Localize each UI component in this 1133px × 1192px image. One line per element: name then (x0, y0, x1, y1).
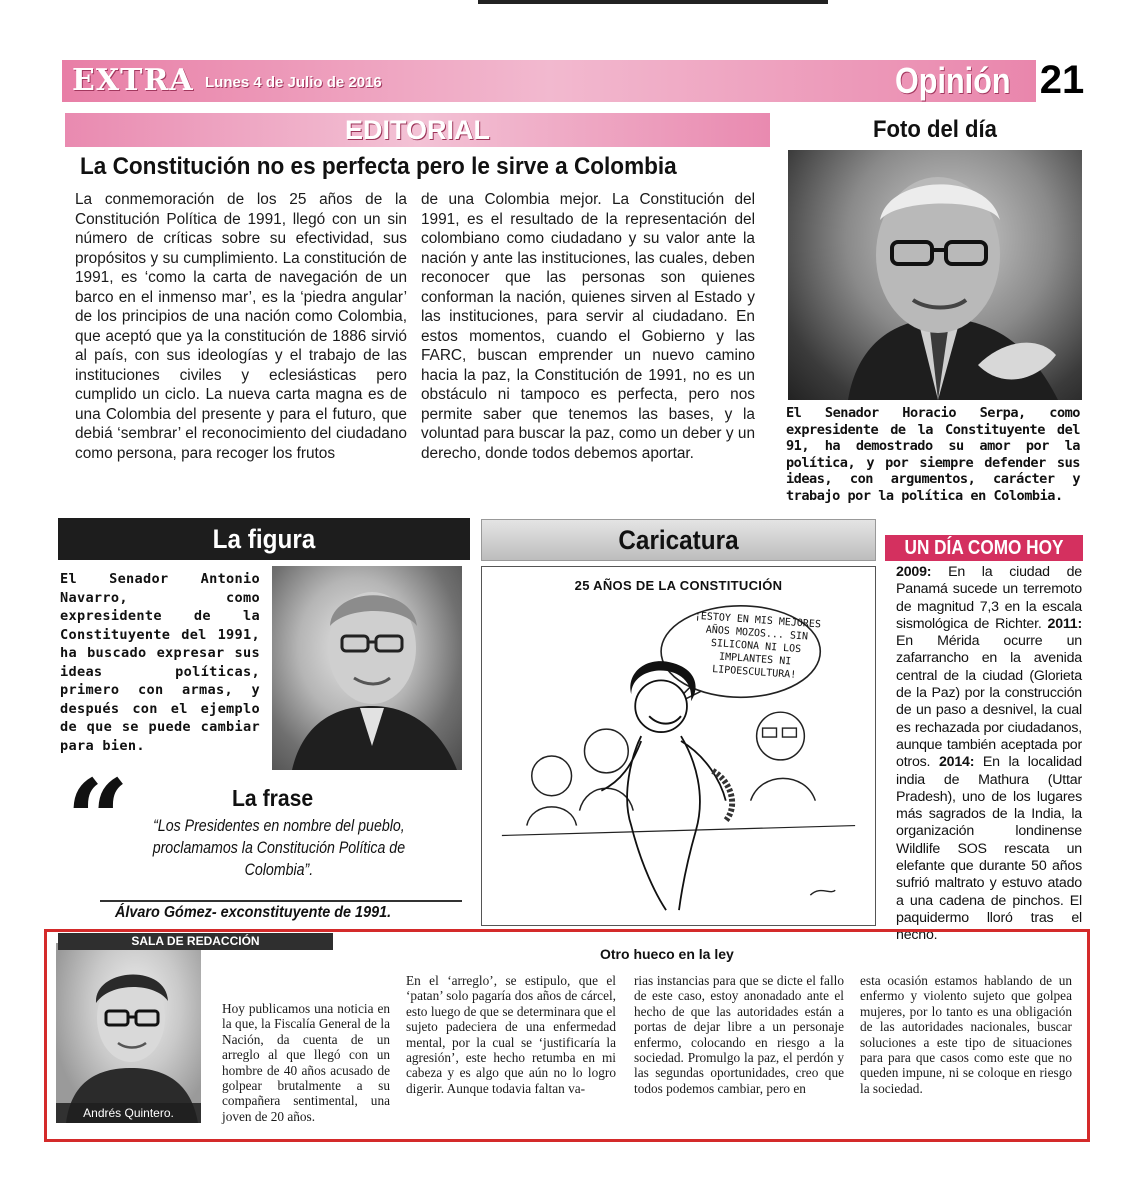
scan-mark (478, 0, 828, 4)
frase-divider (100, 900, 462, 902)
hoy-entry-text: En Mérida ocurre un zafarrancho en la avenida central de la ciudad (Glorieta de la Paz) por la construcción de un paso a desnivel, la cual es rechazada por ciudadanos, aunque también aceptada por otros. (896, 633, 1082, 771)
hoy-entry (896, 754, 1082, 943)
frase-title: La frase (232, 785, 314, 811)
hoy-entry-year: 2011: (1047, 615, 1083, 632)
hoy-entry-year: 2009: (896, 564, 932, 580)
sala-column-2: En el ‘arreglo’, se estipulo, que el ‘patan’ solo pagaría dos años de cárcel, esto luego de que se determinara que el sujeto padeciera de una enfermedad mental, por la cual se ‘justificaría la agresión’, este hecho retumba en mi cabeza y es algo que aún no lo logro digerir. Aunque todavia faltan va- (406, 973, 616, 1096)
caricatura-heading: 25 AÑOS DE LA CONSTITUCIÓN (574, 578, 783, 593)
caricatura-title: Caricatura (618, 525, 739, 555)
sala-article-title: Otro hueco en la ley (600, 946, 734, 962)
photo-of-day-title: Foto del día (873, 116, 997, 143)
editorial-label: EDITORIAL (344, 115, 490, 145)
figura-photo (272, 566, 462, 770)
editorial-title: La Constitución no es perfecta pero le sirve a Colombia (80, 153, 677, 180)
sala-column-1: Hoy publicamos una noticia en la que, la Fiscalía General de la Nación, da cuenta de un arreglo al que llegó con un hombre de 40 años acusado de golpear brutalmente a su compañera sentimental, una joven de 20 años. (222, 1001, 390, 1124)
figura-title: La figura (212, 524, 316, 554)
section-name: Opinión (895, 60, 1011, 101)
sala-de-redaccion-label: SALA DE REDACCIÓN (131, 934, 260, 948)
photo-of-day-caption: El Senador Horacio Serpa, como expresidente de la Constituyente del 91, ha demostrado su amor por la política, y por siempre defender sus ideas, con argumentos, carácter y trabajo por la política en Colombia. (786, 405, 1080, 504)
author-name: Andrés Quintero. (83, 1106, 174, 1120)
sala-column-3: rias instancias para que se dicte el fallo de este caso, estoy anonadado ante el hecho de que las autoridades están a portas de dejar libre a un personaje enfermo, colocando en riesgo a la sociedad. Promulgo la paz, el perdón y las segundas oportunidades, creo que todos podemos cambiar, pero en (634, 973, 844, 1096)
editorial-column-2: de una Colombia mejor. La Constitución del 1991, es el resultado de la representación del colombiano como ciudadano y su valor ante la nación y ante las instituciones, las cuales, deben reconocer que las personas son quienes conforman la nación, quienes sirven al Estado y las instituciones, para servir al ciudadano. En estos momentos, cuando el Gobierno y las FARC, buscan emprender un nuevo camino hacia la paz, la Constitución de 1991, no es un obstáculo ni tampoco es perfecta, pero nos permite saber que tenemos las bases, y la voluntad para buscar la paz, como un deber y un derecho, donde todos debemos aportar. (421, 191, 755, 462)
frase-author: Álvaro Gómez- exconstituyente de 1991. (115, 904, 392, 921)
frase-quote: “Los Presidentes en nombre del pueblo, proclamamos la Constitución Política de Colombia”. (152, 817, 406, 879)
figura-text: El Senador Antonio Navarro, como expresidente de la Constituyente del 1991, ha buscado expresar sus ideas políticas, primero con armas, y después con el ejemplo de que se puede cambiar para bien. (60, 571, 260, 754)
sala-column-4: esta ocasión estamos hablando de un enfermo y violento sujeto que golpea mujeres, por lo tanto es una obligación de las autoridades nacionales, buscar soluciones a este tipo de situaciones para para que casos como este que no queden impune, ni se coloque en riesgo la sociedad. (860, 973, 1072, 1096)
un-dia-como-hoy-title: UN DÍA COMO HOY (904, 537, 1064, 559)
caricatura-speech-bubble: ¡ESTOY EN MIS MEJORES AÑOS MOZOS... SIN SILICONA NI LOS IMPLANTES NI LIPOESCULTURA! (694, 610, 822, 681)
issue-date: Lunes 4 de Julio de 2016 (205, 74, 382, 91)
photo-of-day-image (788, 150, 1082, 400)
page-number: 21 (1036, 58, 1088, 102)
hoy-entry-year: 2014: (938, 754, 975, 771)
editorial-column-1: La conmemoración de los 25 años de la Constitución Política de 1991, llegó con un sin número de críticas sobre su efectividad, sus propósitos y su cumplimiento. La constitución de 1991, es ‘como la carta de navegación de un barco en el inmenso mar’, es la ‘piedra angular’ de los principios de una nación como Colombia, que aceptó que ya la constitución de 1886 sirvió al país, con sus ideologías y el trabajo de las instituciones civiles y eclesiásticas pero cumplido un ciclo. La nueva carta magna es de una Colombia del presente y para el futuro, que debiá ‘sembrar’ el reconocimiento del ciudadano como persona, para recoger los frutos (75, 191, 407, 462)
un-dia-como-hoy-list (896, 564, 1082, 945)
hoy-entry-text: En la ciudad de Panamá sucede un terremoto de magnitud 7,3 en la escala sismológica de Richter. (896, 564, 1082, 632)
author-photo (56, 943, 201, 1123)
brand-logo: EXTRA (72, 63, 194, 98)
hoy-entry-text: En la localidad india de Mathura (Uttar Pradesh), uno de los lugares más sagrados de la India, la organización londinense Wildlife SOS rescata un elefante que durante 50 años sufrió maltrato y estuvo atado a una cadena de pinchos. El paquidermo lloró tras el hecho. (896, 754, 1082, 944)
hoy-entry (896, 616, 1082, 770)
quote-mark-icon: “ (66, 755, 130, 884)
